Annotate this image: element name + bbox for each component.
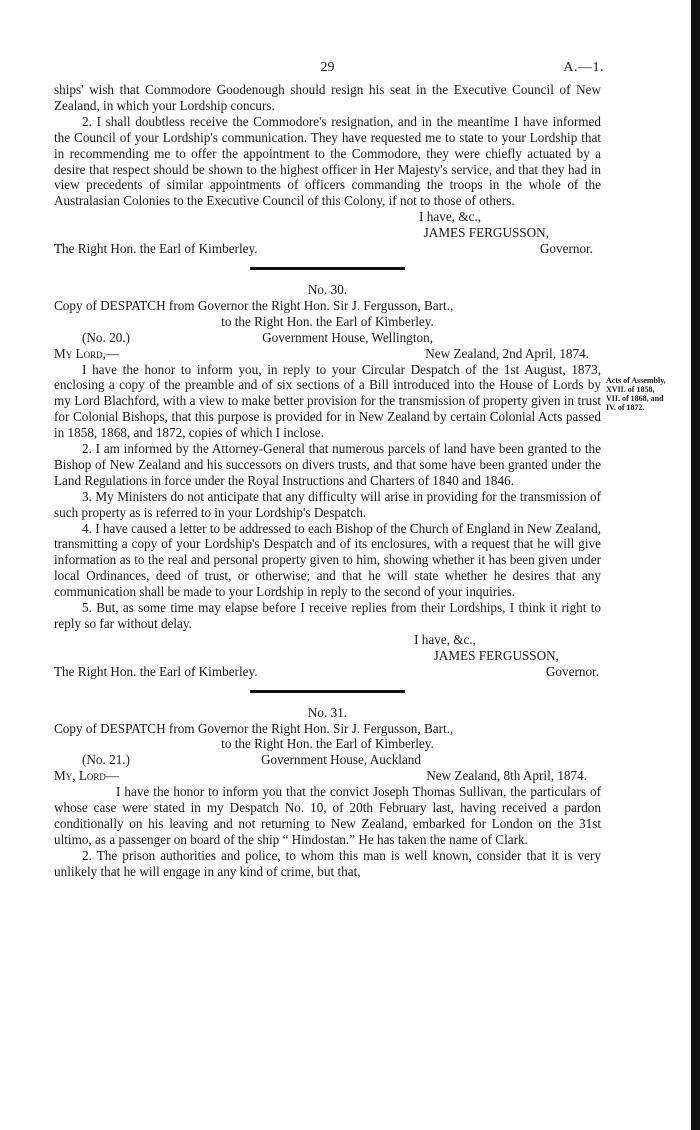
address: Government House, Wellington, [262,329,433,345]
despatch-heading: Copy of DESPATCH from Governor the Right Hon. Sir J. Fergusson, Bart., [54,720,454,736]
salutation-line [54,768,601,784]
page-header [54,60,604,82]
margin-note-line: IV. of 1872. [606,402,645,412]
paragraph: 3. My Ministers do not anticipate that any difficulty will arise in providing for the transmission of such property as is referred to in your Lordship's Despatch. [54,488,601,520]
despatch-heading-recipient: to the Right Hon. the Earl of Kimberley. [221,313,434,329]
addressee-line [54,664,601,680]
addressee: The Right Hon. the Earl of Kimberley. [54,241,258,257]
document-page [54,60,666,880]
margin-note [606,376,700,412]
despatch-ref-no: (No. 21.) [82,752,130,768]
page-edge-bar [691,0,700,1130]
despatch-number: No. 30. [307,281,348,297]
date-line: New Zealand, 2nd April, 1874. [425,345,589,361]
despatch-heading: Copy of DESPATCH from Governor the Right Hon. Sir J. Fergusson, Bart., [54,297,454,313]
paragraph: 5. But, as some time may elapse before I receive replies from their Lordships, I think it right to reply so far without delay. [54,600,601,631]
address-line [54,752,601,768]
despatch-ref-no: (No. 20.) [82,329,130,345]
address-line [54,330,601,346]
section-divider [250,690,405,693]
signature: JAMES FERGUSSON, [423,225,549,241]
paragraph: 2. I am informed by the Attorney-General that numerous parcels of land have been granted to the Bishop of New Zealand and his successors on divers trusts, and that some have been granted under the Land Regulations in force under the Royal Instructions and Charters of 1840 and 1846. [54,441,601,488]
section-divider [250,267,405,270]
paragraph: 2. I shall doubtless receive the Commodore's resignation, and in the meantime I have informed the Council of your Lordship's communication. They have requested me to state to your Lordship that in recommending me to offer the appointment to the Commodore, they were chiefly actuated by a desire that respect should be shown to the highest officer in Her Majesty's service, and that they had in view precedents of similar appointments of officers commanding the troops in the whole of the Australasian Colonies to the Executive Council of this Colony, if not to those of others. [54,113,601,209]
despatch-number: No. 31. [307,704,348,720]
addressee-line [54,241,601,257]
paragraph: ships' wish that Commodore Goodenough should resign his seat in the Executive Council of New Zealand, in which your Lordship concurs. [54,82,601,113]
paragraph: I have the honor to inform you, in reply to your Circular Despatch of the 1st August, 1873, enclosing a copy of the preamble and of six sections of a Bill introduced into the House of Lords by my Lord Blachford, with a view to make better provision for the transmission of property given in trust for Colonial Bishops, that this purpose is provided for in New Zealand by certain Colonial Acts passed in 1858, 1868, and 1872, copies of which I inclose. [54,361,601,441]
salutation: My Lord,— [54,345,120,361]
signatory-title: Governor. [539,241,593,257]
margin-note-line: XVII. of 1858, [606,384,655,394]
salutation: My, Lord— [54,768,120,784]
signatory-title: Governor. [545,663,599,679]
date-line: New Zealand, 8th April, 1874. [426,768,587,784]
signature: JAMES FERGUSSON, [433,647,559,663]
salutation-line [54,346,601,362]
page-number: 29 [320,60,335,75]
paragraph: 4. I have caused a letter to be addressed to each Bishop of the Church of England in New Zealand, transmitting a copy of your Lordship's Despatch and of its enclosures, with a request that he will give information as to the real and personal property given to him, showing whether it has been given under local Ordinances, deed of trust, or otherwise; and that he will state whether he desires that any communication shall be made to your Lordship in reply to the second of your inquiries. [54,520,601,600]
margin-note-line: VII. of 1868, and [606,393,664,403]
despatch-heading-recipient: to the Right Hon. the Earl of Kimberley. [221,736,434,752]
address: Government House, Auckland [260,752,421,768]
addressee: The Right Hon. the Earl of Kimberley. [54,663,258,679]
despatch-body [54,361,666,632]
margin-note-line: Acts of Assembly, [606,375,666,385]
closing: I have, &c., [419,209,481,225]
closing: I have, &c., [414,631,476,647]
document-reference: A.—1. [563,60,604,75]
paragraph: I have the honor to inform you that the convict Joseph Thomas Sullivan, the particulars of whose case were stated in my Despatch No. 10, of 20th February last, having received a pardon conditionally on his leaving and not returning to New Zealand, embarked for London on the 31st ultimo, as a passenger on board of the ship “ Hindostan.” He has taken the name of Clark. [54,784,601,847]
paragraph: 2. The prison authorities and police, to whom this man is well known, consider that it is very unlikely that he will engage in any kind of crime, but that, [54,847,601,879]
